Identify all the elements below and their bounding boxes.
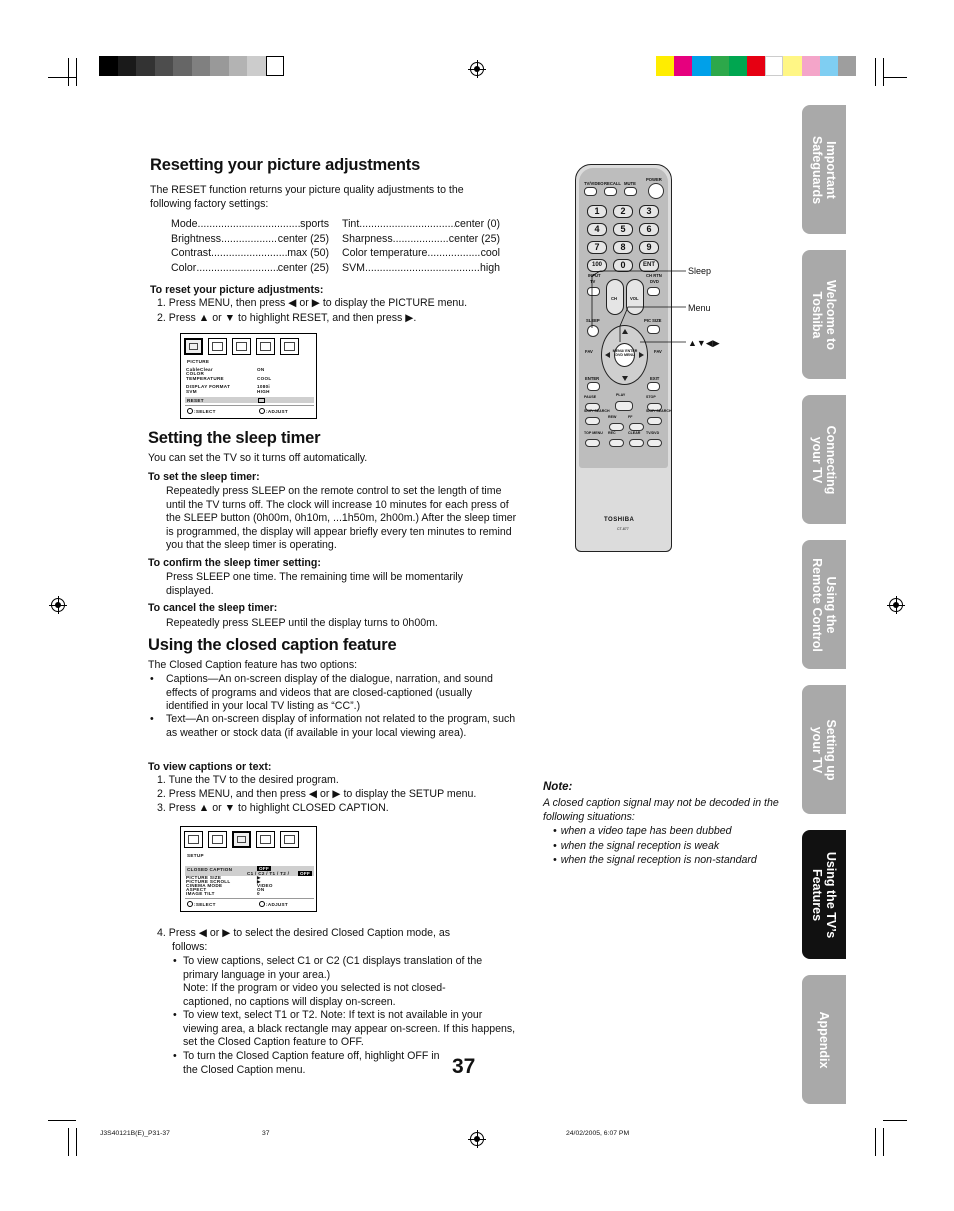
remote-fav-right-label: FAV <box>654 349 662 354</box>
factory-setting-row <box>171 218 329 232</box>
select-icon <box>187 901 193 907</box>
remote-exit-button <box>647 382 660 391</box>
menu-row-label: PICTURE SCROLL <box>186 879 231 884</box>
page-number: 37 <box>452 1055 476 1078</box>
sleep-cancel-text: Repeatedly press SLEEP until the display turns to 0h00m. <box>166 617 438 629</box>
remote-picsize-label: PIC SIZE <box>644 318 662 323</box>
note-item <box>553 854 793 868</box>
footer-page: 37 <box>262 1130 270 1137</box>
crop-mark <box>48 1120 76 1121</box>
remote-tv-label: TV <box>590 279 596 284</box>
crop-mark <box>68 58 69 86</box>
setting-value: cool <box>480 247 500 260</box>
tab-setting-up-your-tv <box>802 685 846 814</box>
remote-brand: TOSHIBA <box>604 517 635 523</box>
remote-topmenu-button <box>585 439 600 447</box>
locks-menu-icon <box>280 338 299 355</box>
dot-leader <box>393 233 449 247</box>
sleep-cancel-heading: To cancel the sleep timer: <box>148 602 278 614</box>
menu-row-value: COOL <box>257 376 272 381</box>
setting-value: center (0) <box>454 218 500 230</box>
menu-row-label: ASPECT <box>186 887 207 892</box>
caption-bullet-captions: Captions—An on-screen display of the dialogue, narration, and sound effects of programs and videos that are closed-captioned (usually identified in your local TV listing as “CC”.) <box>166 673 493 713</box>
color-swatch <box>765 56 783 76</box>
crop-mark <box>883 58 884 86</box>
setting-name: Sharpness <box>342 232 393 245</box>
audio-menu-icon <box>208 338 227 355</box>
crop-mark <box>875 1128 876 1156</box>
setting-name: Contrast <box>171 247 212 260</box>
crop-mark <box>76 1128 77 1156</box>
reset-row-highlight <box>185 397 314 403</box>
dot-leader <box>198 218 301 232</box>
remote-skip-l-button <box>585 417 600 425</box>
setup-menu-icon <box>232 338 251 355</box>
factory-settings-left <box>171 218 331 276</box>
factory-setting-row <box>342 233 500 247</box>
menu-row-value: ON <box>257 367 265 372</box>
note-item <box>553 825 793 839</box>
gray-swatch <box>247 56 266 76</box>
tab-appendix <box>802 975 846 1104</box>
note-item-text: when the signal reception is weak <box>560 839 720 852</box>
remote-digit-5: 5 <box>613 223 633 236</box>
factory-setting-row <box>342 247 500 261</box>
caption-bullet-marker: • <box>150 673 154 685</box>
setting-name: Color temperature <box>342 247 428 260</box>
note-heading: Note: <box>543 781 573 793</box>
remote-digit-100: 100 <box>587 259 607 272</box>
crop-mark <box>76 58 77 86</box>
remote-digit-7: 7 <box>587 241 607 254</box>
remote-enter-label: ENTER <box>585 376 600 381</box>
setting-name: SVM <box>342 261 365 274</box>
select-hint: :SELECT <box>194 902 216 907</box>
note-list <box>553 825 793 869</box>
remote-digit-6: 6 <box>639 223 659 236</box>
note-item-text: when the signal reception is non-standard <box>560 854 757 867</box>
gray-swatch <box>136 56 155 76</box>
closed-caption-label: CLOSED CAPTION <box>187 867 233 872</box>
gray-swatch <box>155 56 174 76</box>
menu-row-value: VIDEO <box>257 883 273 888</box>
remote-ff-label: FF <box>628 415 633 419</box>
note-text: A closed caption signal may not be decoded in the following situations: <box>543 797 779 823</box>
note-item-text: when a video tape has been dubbed <box>560 825 732 837</box>
down-arrow-icon <box>622 376 628 381</box>
menu-row-value: ▶ <box>257 879 261 884</box>
setting-value: center (25) <box>277 261 329 274</box>
sleep-title: Setting the sleep timer <box>148 429 321 447</box>
select-hint: :SELECT <box>194 409 216 414</box>
factory-setting-row <box>342 262 500 276</box>
remote-exit-label: EXIT <box>650 376 660 381</box>
picture-menu-icon <box>184 831 203 848</box>
sleep-set-heading: To set the sleep timer: <box>148 471 260 483</box>
crop-mark <box>883 1128 884 1156</box>
remote-digit-2: 2 <box>613 205 633 218</box>
registration-mark <box>889 598 903 612</box>
left-arrow-icon <box>605 352 610 358</box>
caption-step-2: 2. Press MENU, and then press ◀ or ▶ to display the SETUP menu. <box>157 788 477 800</box>
sleep-set-text: Repeatedly press SLEEP on the remote control to set the length of time until the TV turns off. The clock will increase 10 minutes for each press of the SLEEP button (0h00m, 0h10m, ...1h50m, 2h00m.) After the sleep timer is programmed, the display will appear briefly every ten minutes to remind you that the sleep timer is operating. <box>166 485 517 552</box>
remote-top-button <box>584 187 597 196</box>
picture-menu-icon <box>184 338 203 355</box>
color-swatch <box>674 56 692 76</box>
setting-value: high <box>479 261 500 274</box>
closed-caption-options-selected: OFF <box>300 871 311 876</box>
setting-value: center (25) <box>448 232 500 245</box>
reset-steps-heading: To reset your picture adjustments: <box>150 284 324 296</box>
remote-stop-label: STOP <box>646 395 656 399</box>
tab-using-the-tv-s-features <box>802 830 846 959</box>
dot-leader <box>359 218 454 232</box>
remote-top-button <box>624 187 637 196</box>
crop-mark <box>48 77 76 78</box>
registration-mark <box>470 62 484 76</box>
remote-clear-button <box>629 439 644 447</box>
audio-menu-icon <box>208 831 227 848</box>
reset-step-2: 2. Press ▲ or ▼ to highlight RESET, and then press ▶. <box>157 312 417 324</box>
dot-leader <box>211 247 287 261</box>
tab-label: Connecting your TV <box>810 425 838 494</box>
callout-sleep: Sleep <box>688 266 712 276</box>
applications-menu-icon <box>256 338 275 355</box>
registration-mark <box>51 598 65 612</box>
footer-date: 24/02/2005, 6:07 PM <box>566 1130 630 1137</box>
color-swatch <box>692 56 710 76</box>
remote-tvdvd-button <box>647 439 662 447</box>
caption-bullet-text: Text—An on-screen display of information not related to the program, such as weather or stock data (if available in your local viewing area). <box>166 713 516 739</box>
remote-digit-4: 4 <box>587 223 607 236</box>
menu-row-label: TEMPERATURE <box>186 376 224 381</box>
caption-step-4: 4. Press ◀ or ▶ to select the desired Closed Caption mode, as follows: <box>157 927 451 953</box>
bullet-marker: • <box>553 825 557 837</box>
bullet-marker: • <box>553 839 557 852</box>
remote-digit-ent: ENT <box>639 259 659 272</box>
menu-row-label: COLOR <box>186 371 205 376</box>
color-swatch <box>783 56 801 76</box>
color-swatch <box>802 56 820 76</box>
factory-setting-row <box>171 247 329 261</box>
crop-mark <box>68 1128 69 1156</box>
caption-sub-1: To view captions, select C1 or C2 (C1 displays translation of the primary language in your area.) <box>183 955 483 981</box>
dot-leader <box>365 262 480 276</box>
closed-caption-value: OFF <box>259 866 270 871</box>
caption-step-3: 3. Press ▲ or ▼ to highlight CLOSED CAPTION. <box>157 802 389 814</box>
tab-using-the-remote-control <box>802 540 846 669</box>
remote-play-button <box>615 401 633 411</box>
caption-intro: The Closed Caption feature has two options: <box>148 659 358 671</box>
factory-setting-row <box>171 262 329 276</box>
registration-mark <box>470 1132 484 1146</box>
reset-step-1: 1. Press MENU, then press ◀ or ▶ to display the PICTURE menu. <box>157 297 468 309</box>
remote-control <box>575 164 672 552</box>
remote-sleep-label: SLEEP <box>586 318 600 323</box>
remote-chrtn-label: CH RTN <box>646 273 662 278</box>
remote-ff-button <box>629 423 644 431</box>
adjust-hint: :ADJUST <box>266 902 289 907</box>
select-icon <box>187 408 193 414</box>
tab-label: Welcome to Toshiba <box>810 279 838 350</box>
adjust-icon <box>259 901 265 907</box>
menu-row-value: ON <box>257 887 265 892</box>
gray-swatch <box>229 56 248 76</box>
menu-row-value: 0 <box>257 891 260 896</box>
remote-play-label: PLAY <box>616 393 626 397</box>
factory-settings-right <box>342 218 502 276</box>
sleep-intro: You can set the TV so it turns off automatically. <box>148 452 368 464</box>
reset-intro: The RESET function returns your picture quality adjustments to the following factory settings: <box>150 184 464 210</box>
remote-callout-lines <box>580 260 690 350</box>
menu-row-value: HIGH <box>257 389 270 394</box>
dot-leader <box>221 233 278 247</box>
menu-title: SETUP <box>187 853 204 858</box>
remote-top-label: TV/VIDEO <box>584 181 604 186</box>
tab-label: Appendix <box>817 1011 831 1068</box>
color-swatch <box>747 56 765 76</box>
remote-top-label: MUTE <box>624 181 636 186</box>
setting-value: center (25) <box>277 232 329 245</box>
tab-welcome-to-toshiba <box>802 250 846 379</box>
remote-vol-label: VOL <box>630 296 639 301</box>
tab-label: Important Safeguards <box>810 135 838 204</box>
remote-dvd-label: DVD <box>650 279 659 284</box>
setting-value: max (50) <box>287 247 329 260</box>
remote-skip-r-label: SKIP/ SEARCH <box>646 409 672 413</box>
reset-row-label: RESET <box>187 398 204 403</box>
setup-menu-icon <box>232 831 251 848</box>
caption-sub-1-note: Note: If the program or video you selected is not closed-captioned, no captions will display on-screen. <box>183 982 446 1008</box>
remote-rec-button <box>609 439 624 447</box>
menu-divider <box>185 405 314 406</box>
gray-swatch <box>118 56 137 76</box>
tab-connecting-your-tv <box>802 395 846 524</box>
remote-top-button <box>648 183 664 199</box>
remote-enter-button <box>587 382 600 391</box>
menu-row-label: DISPLAY FORMAT <box>186 384 231 389</box>
remote-menu-center-label: MENU/ ENTER DVD MENU <box>612 349 638 357</box>
footer-file: J3S40121B(E)_P31-37 <box>100 1130 170 1137</box>
callout-arrows: ▲▼◀▶ <box>688 338 720 348</box>
remote-tvdvd-label: TV/DVD <box>646 431 660 435</box>
crop-mark <box>883 77 907 78</box>
adjust-hint: :ADJUST <box>266 409 289 414</box>
setting-name: Mode <box>171 218 198 230</box>
bullet-marker: • <box>553 854 557 867</box>
view-captions-heading: To view captions or text: <box>148 761 272 773</box>
remote-rew-label: REW <box>608 415 617 419</box>
remote-input-label: INPUT <box>588 273 601 278</box>
gray-swatch <box>99 56 118 76</box>
closed-caption-options: C1 / C2 / T1 / T2 / <box>247 871 290 876</box>
tab-important-safeguards <box>802 105 846 234</box>
remote-model: CT-877 <box>617 527 629 531</box>
color-swatch <box>656 56 674 76</box>
setting-value: sports <box>300 218 329 230</box>
right-arrow-icon <box>639 352 644 358</box>
remote-digit-0: 0 <box>613 259 633 272</box>
menu-row-label: CableClear <box>186 367 214 372</box>
remote-skip-r-button <box>647 417 662 425</box>
setting-name: Tint <box>342 218 360 230</box>
caption-sub-2: To view text, select T1 or T2. Note: If text is not available in your viewing area, a black rectangle may appear on-screen. If this happens, set the Closed Caption feature to OFF. <box>183 1009 516 1049</box>
menu-row-label: PICTURE SIZE <box>186 875 222 880</box>
sub-bullet-marker: • <box>173 1050 177 1062</box>
sub-bullet-marker: • <box>173 1009 177 1021</box>
tab-label: Using the Remote Control <box>810 557 838 652</box>
gray-swatch <box>210 56 229 76</box>
menu-row-value: 1080i <box>257 384 270 389</box>
color-swatch <box>838 56 856 76</box>
reset-title: Resetting your picture adjustments <box>150 156 421 174</box>
menu-row-value: ▶ <box>257 875 261 880</box>
caption-bullet-marker: • <box>150 713 154 725</box>
menu-divider <box>185 898 314 899</box>
locks-menu-icon <box>280 831 299 848</box>
remote-digit-9: 9 <box>639 241 659 254</box>
sleep-confirm-heading: To confirm the sleep timer setting: <box>148 557 321 569</box>
remote-rec-label: REC <box>608 431 616 435</box>
note-item <box>553 840 793 854</box>
color-swatch <box>711 56 729 76</box>
callout-menu: Menu <box>688 303 711 313</box>
remote-digit-1: 1 <box>587 205 607 218</box>
sleep-confirm-text: Press SLEEP one time. The remaining time will be momentarily displayed. <box>166 571 463 597</box>
reset-row-arrow <box>258 398 265 403</box>
dot-leader <box>427 247 480 261</box>
caption-sub-3: To turn the Closed Caption feature off, highlight OFF in the Closed Caption menu. <box>183 1050 440 1076</box>
caption-step-1: 1. Tune the TV to the desired program. <box>157 774 339 786</box>
factory-setting-row <box>171 233 329 247</box>
remote-top-button <box>604 187 617 196</box>
menu-row-label: CINEMA MODE <box>186 883 223 888</box>
sub-bullet-marker: • <box>173 955 177 967</box>
color-swatch <box>820 56 838 76</box>
remote-top-label: RECALL <box>604 181 621 186</box>
remote-topmenu-label: TOP MENU <box>584 431 603 435</box>
setting-name: Brightness <box>171 232 222 245</box>
gray-swatch <box>192 56 211 76</box>
remote-skip-l-label: SKIP/ SEARCH <box>584 409 610 413</box>
remote-fav-left-label: FAV <box>585 349 593 354</box>
crop-mark <box>883 1120 907 1121</box>
color-swatch <box>729 56 747 76</box>
adjust-icon <box>259 408 265 414</box>
tab-label: Using the TV’s Features <box>810 851 838 938</box>
gray-swatch <box>266 56 285 76</box>
tab-label: Setting up your TV <box>810 718 838 781</box>
remote-ch-label: CH <box>611 296 618 301</box>
caption-title: Using the closed caption feature <box>148 636 397 654</box>
remote-clear-label: CLEAR <box>628 431 641 435</box>
crop-mark <box>875 58 876 86</box>
gray-swatch <box>173 56 192 76</box>
factory-setting-row <box>342 218 500 232</box>
applications-menu-icon <box>256 831 275 848</box>
setup-menu-screen <box>180 826 317 912</box>
remote-rew-button <box>609 423 624 431</box>
remote-pause-label: PAUSE <box>584 395 597 399</box>
menu-row-label: IMAGE TILT <box>186 891 215 896</box>
menu-row-label: SVM <box>186 389 197 394</box>
menu-title: PICTURE <box>187 359 210 364</box>
remote-top-label: POWER <box>646 177 662 182</box>
remote-digit-3: 3 <box>639 205 659 218</box>
setting-name: Color <box>171 261 197 274</box>
remote-digit-8: 8 <box>613 241 633 254</box>
dot-leader <box>196 262 277 276</box>
